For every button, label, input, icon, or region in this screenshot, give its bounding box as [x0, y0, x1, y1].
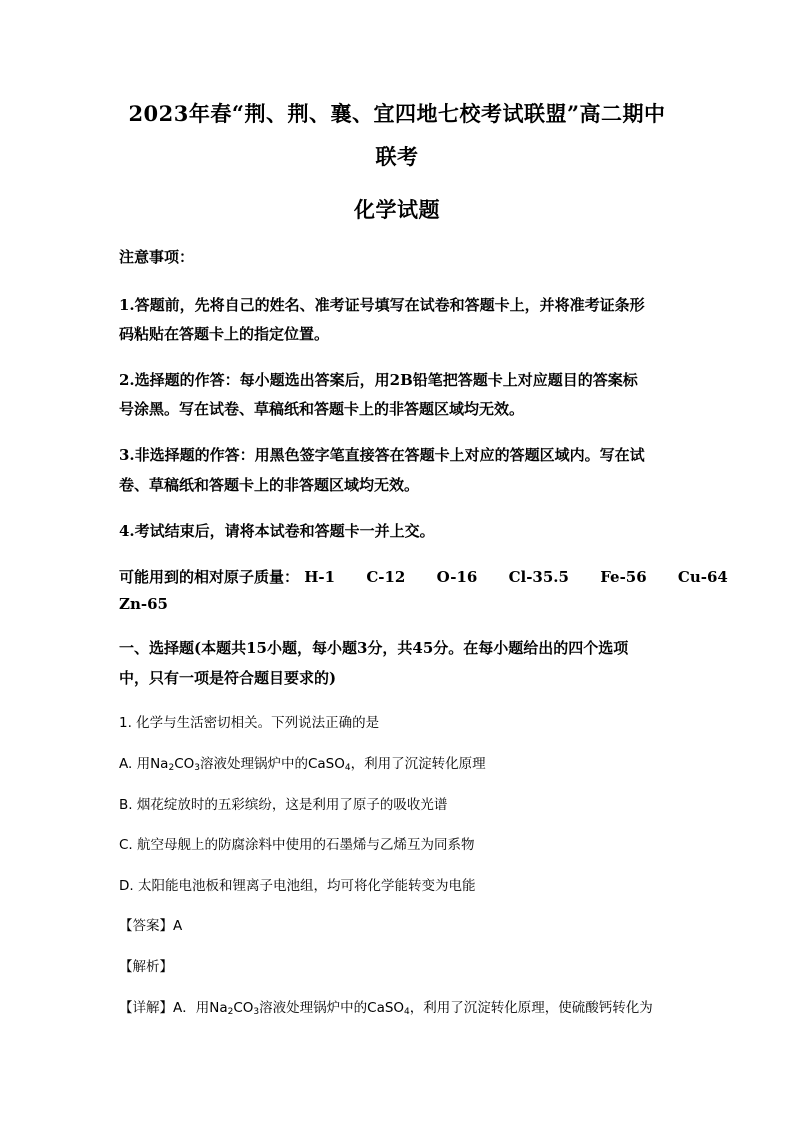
exam-subject: 化学试题 [354, 197, 440, 222]
atomic-mass-h: H-1 [304, 568, 336, 586]
section1-heading-line1: 一、选择题(本题共15小题，每小题3分，共45分。在每小题给出的四个选项 [119, 639, 629, 657]
atomic-masses-label: 可能用到的相对原子质量： [119, 568, 300, 586]
atomic-mass-zn: Zn-65 [119, 595, 168, 613]
answer-value: A [173, 918, 183, 934]
question-1-analysis-label: 【解析】 [119, 959, 173, 975]
question-1-option-b: B. 烟花绽放时的五彩缤纷，这是利用了原子的吸收光谱 [119, 797, 448, 813]
atomic-masses [119, 566, 728, 587]
exam-title-line2: 联考 [375, 144, 419, 169]
question-1-answer [119, 914, 679, 934]
question-1-stem: 1. 化学与生活密切相关。下列说法正确的是 [119, 715, 380, 731]
notice-item-3-line1: 3.非选择题的作答：用黑色签字笔直接答在答题卡上对应的答题区域内。写在试 [119, 446, 645, 464]
question-1-detail: 【详解】A．用$Na_2CO_3$溶液处理锅炉中的CaSO$_4$，利用了沉淀转化原理，使硫酸钙转化为 [119, 1000, 653, 1017]
atomic-mass-o: O-16 [436, 568, 478, 586]
notice-heading: 注意事项： [119, 248, 195, 266]
notice-item-1-line1: 1.答题前，先将自己的姓名、准考证号填写在试卷和答题卡上，并将准考证条形 [119, 296, 645, 314]
atomic-mass-cu: Cu-64 [677, 568, 728, 586]
notice-item-3-line2: 卷、草稿纸和答题卡上的非答题区域均无效。 [119, 476, 420, 494]
atomic-mass-fe: Fe-56 [600, 568, 647, 586]
notice-item-2-line2: 号涂黑。写在试卷、草稿纸和答题卡上的非答题区域均无效。 [119, 400, 525, 418]
question-1-option-c: C. 航空母舰上的防腐涂料中使用的石墨烯与乙烯互为同系物 [119, 837, 475, 853]
question-1-option-a: A. 用$Na_2CO_3$溶液处理锅炉中的CaSO$_4$，利用了沉淀转化原理 [119, 756, 486, 773]
notice-item-2-line1: 2.选择题的作答：每小题选出答案后，用2B铅笔把答题卡上对应题目的答案标 [119, 371, 638, 389]
notice-item-4-line1: 4.考试结束后，请将本试卷和答题卡一并上交。 [119, 522, 435, 540]
notice-item-1-line2: 码粘贴在答题卡上的指定位置。 [119, 325, 330, 343]
atomic-mass-cl: Cl-35.5 [508, 568, 569, 586]
question-1-option-d: D. 太阳能电池板和锂离子电池组，均可将化学能转变为电能 [119, 878, 476, 894]
exam-title-line1: 2023年春“荆、荆、襄、宜四地七校考试联盟”高二期中 [128, 101, 666, 126]
section1-heading-line2: 中，只有一项是符合题目要求的) [119, 669, 337, 687]
answer-label: 【答案】 [119, 918, 173, 934]
atomic-mass-c: C-12 [366, 568, 406, 586]
